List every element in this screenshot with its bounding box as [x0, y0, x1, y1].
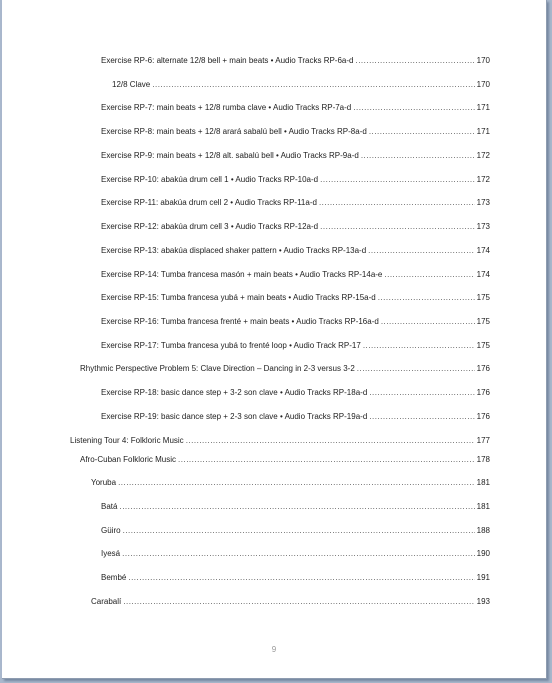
- toc-entry[interactable]: [101, 412, 490, 422]
- toc-entry-page-number: 170: [476, 56, 490, 65]
- toc-entry-page-number: 193: [476, 597, 490, 606]
- document-page: [2, 0, 547, 679]
- dot-leader: [368, 246, 474, 256]
- toc-entry-title: Exercise RP-12: abakúa drum cell 3 • Audio Tracks RP-12a-d: [101, 222, 319, 231]
- dot-leader: [178, 455, 475, 465]
- toc-entry-page-number: 176: [476, 364, 490, 373]
- toc-entry-title: Exercise RP-7: main beats + 12/8 rumba clave • Audio Tracks RP-7a-d: [101, 103, 352, 112]
- toc-entry-title: Listening Tour 4: Folkloric Music: [70, 436, 184, 445]
- toc-entry-title: Exercise RP-11: abakúa drum cell 2 • Audio Tracks RP-11a-d: [101, 198, 317, 207]
- toc-entry-page-number: 181: [476, 502, 490, 511]
- dot-leader: [361, 151, 475, 161]
- dot-leader: [369, 388, 474, 398]
- toc-entry[interactable]: [80, 364, 490, 374]
- toc-entry[interactable]: [101, 198, 490, 208]
- toc-entry[interactable]: [101, 573, 490, 583]
- toc-entry[interactable]: [91, 478, 490, 488]
- toc-entry[interactable]: [101, 246, 490, 256]
- toc-entry[interactable]: [101, 151, 490, 161]
- toc-entry-page-number: 188: [476, 526, 490, 535]
- toc-entry-page-number: 178: [476, 455, 490, 464]
- toc-entry-title: Exercise RP-13: abakúa displaced shaker pattern • Audio Tracks RP-13a-d: [101, 246, 367, 255]
- toc-entry[interactable]: [101, 526, 490, 536]
- dot-leader: [320, 175, 475, 185]
- toc-entry[interactable]: [101, 56, 490, 66]
- dot-leader: [357, 364, 475, 374]
- page-number: 9: [271, 645, 277, 654]
- toc-entry[interactable]: [70, 436, 490, 446]
- dot-leader: [378, 293, 475, 303]
- toc-entry-page-number: 177: [476, 436, 490, 445]
- dot-leader: [363, 341, 475, 351]
- dot-leader: [152, 80, 474, 90]
- toc-entry-page-number: 172: [476, 175, 490, 184]
- toc-entry-title: Exercise RP-10: abakúa drum cell 1 • Audio Tracks RP-10a-d: [101, 175, 319, 184]
- toc-entry-title: Exercise RP-14: Tumba francesa masón + main beats • Audio Tracks RP-14a-e: [101, 270, 383, 279]
- toc-entry-title: 12/8 Clave: [112, 80, 151, 89]
- toc-entry-page-number: 190: [476, 549, 490, 558]
- toc-entry[interactable]: [112, 80, 490, 90]
- toc-entry-page-number: 174: [476, 270, 490, 279]
- dot-leader: [384, 270, 474, 280]
- dot-leader: [118, 478, 475, 488]
- toc-entry-title: Exercise RP-6: alternate 12/8 bell + main beats • Audio Tracks RP-6a-d: [101, 56, 354, 65]
- toc-entry[interactable]: [101, 502, 490, 512]
- toc-entry[interactable]: [101, 293, 490, 303]
- toc-entry-title: Yoruba: [91, 478, 117, 487]
- dot-leader: [122, 549, 475, 559]
- dot-leader: [353, 103, 474, 113]
- dot-leader: [319, 198, 475, 208]
- toc-entry-title: Carabalí: [91, 597, 122, 606]
- toc-entry-page-number: 170: [476, 80, 490, 89]
- toc-entry[interactable]: [101, 549, 490, 559]
- toc-entry-page-number: 175: [476, 293, 490, 302]
- toc-entry-title: Güiro: [101, 526, 121, 535]
- toc-entry[interactable]: [101, 270, 490, 280]
- toc-entry-title: Exercise RP-17: Tumba francesa yubá to frenté loop • Audio Track RP-17: [101, 341, 361, 350]
- toc-entry[interactable]: [101, 341, 490, 351]
- toc-entry-title: Exercise RP-19: basic dance step + 2-3 son clave • Audio Tracks RP-19a-d: [101, 412, 368, 421]
- dot-leader: [320, 222, 475, 232]
- toc-entry[interactable]: [101, 127, 490, 137]
- dot-leader: [123, 526, 475, 536]
- toc-entry-page-number: 174: [476, 246, 490, 255]
- toc-entry-title: Bembé: [101, 573, 127, 582]
- toc-entry-title: Exercise RP-9: main beats + 12/8 alt. sabalú bell • Audio Tracks RP-9a-d: [101, 151, 359, 160]
- dot-leader: [119, 502, 474, 512]
- toc-entry-title: Exercise RP-15: Tumba francesa yubá + main beats • Audio Tracks RP-15a-d: [101, 293, 376, 302]
- toc-entry-title: Exercise RP-8: main beats + 12/8 arará sabalú bell • Audio Tracks RP-8a-d: [101, 127, 367, 136]
- toc-entry-title: Batá: [101, 502, 118, 511]
- toc-entry-page-number: 173: [476, 198, 490, 207]
- dot-leader: [355, 56, 474, 66]
- toc-entry-page-number: 176: [476, 388, 490, 397]
- toc-entry[interactable]: [101, 222, 490, 232]
- toc-entry[interactable]: [91, 597, 490, 607]
- toc-entry-title: Exercise RP-18: basic dance step + 3-2 son clave • Audio Tracks RP-18a-d: [101, 388, 368, 397]
- toc-entry[interactable]: [101, 317, 490, 327]
- toc-entry-page-number: 175: [476, 317, 490, 326]
- toc-entry[interactable]: [101, 175, 490, 185]
- toc-entry-title: Afro-Cuban Folkloric Music: [80, 455, 177, 464]
- toc-entry-page-number: 173: [476, 222, 490, 231]
- dot-leader: [381, 317, 475, 327]
- dot-leader: [369, 412, 474, 422]
- dot-leader: [369, 127, 475, 137]
- toc-entry-title: Iyesá: [101, 549, 121, 558]
- toc-entry-title: Exercise RP-16: Tumba francesa frenté + main beats • Audio Tracks RP-16a-d: [101, 317, 379, 326]
- toc-entry[interactable]: [101, 388, 490, 398]
- toc-entry-page-number: 181: [476, 478, 490, 487]
- toc-entry[interactable]: [80, 455, 490, 465]
- toc-entry-page-number: 172: [476, 151, 490, 160]
- toc-entry-page-number: 171: [476, 103, 490, 112]
- toc-entry[interactable]: [101, 103, 490, 113]
- toc-entry-page-number: 171: [476, 127, 490, 136]
- dot-leader: [128, 573, 474, 583]
- dot-leader: [123, 597, 474, 607]
- toc-entry-page-number: 191: [476, 573, 490, 582]
- dot-leader: [186, 436, 475, 446]
- toc-entry-title: Rhythmic Perspective Problem 5: Clave Direction – Dancing in 2-3 versus 3-2: [80, 364, 355, 373]
- toc-entry-page-number: 176: [476, 412, 490, 421]
- toc-entry-page-number: 175: [476, 341, 490, 350]
